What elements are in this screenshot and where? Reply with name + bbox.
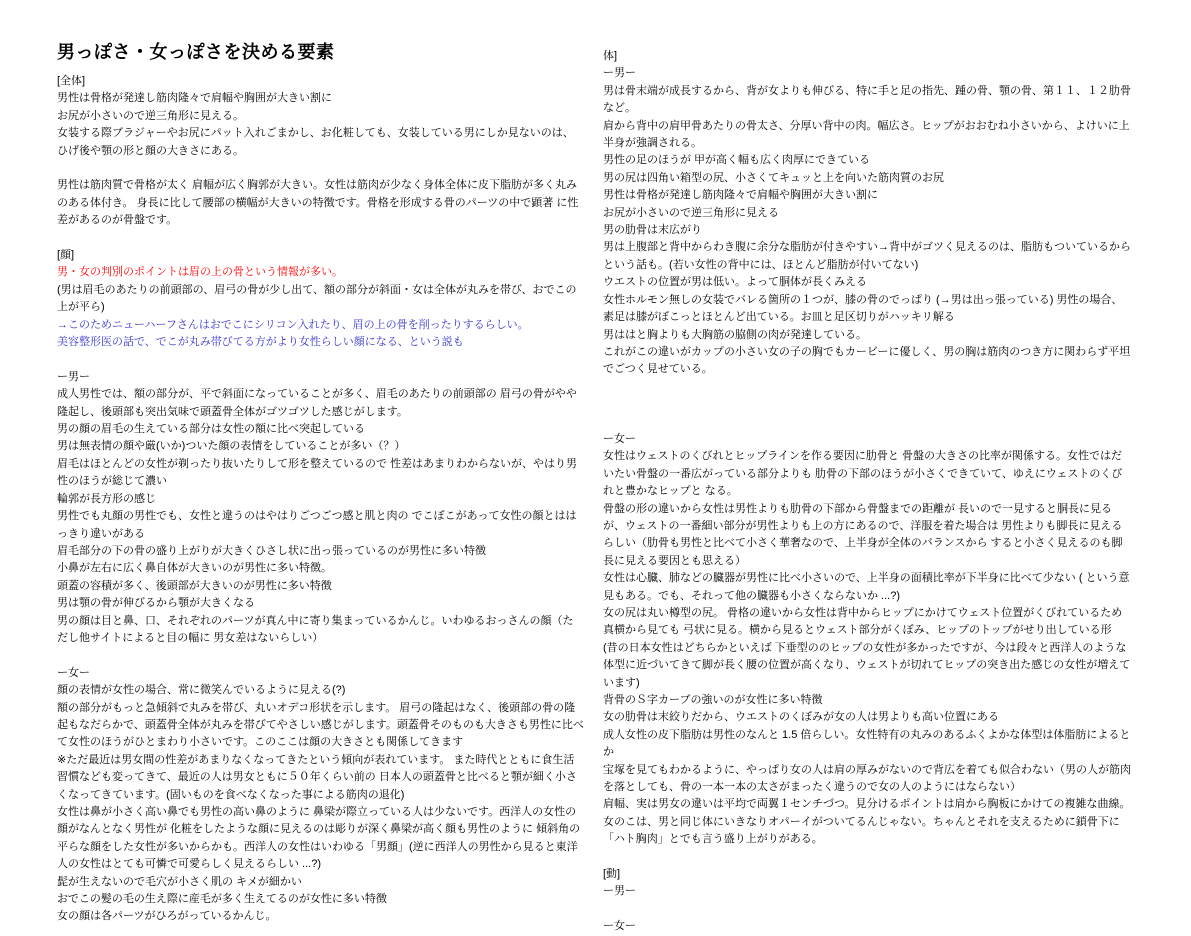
text-line: ー男ー: [57, 370, 90, 383]
text-line: 女装する際ブラジャーやお尻にパット入れごまかし、お化粧しても、女装している男にしか見ないのは、ひげ後や顎の形と顔の大きさにある。: [57, 127, 574, 157]
text-line: お尻が小さいので逆三角形に見える。: [57, 109, 244, 122]
text-line: 女性は鼻が小さく高い鼻でも男性の高い鼻のように 鼻梁が際立っている人は少ないです。西洋人の女性の顔がなんとなく男性が 化粧をしたような顔に見えるのは彫りが深く鼻梁が高く顔も男性のように 傾斜角の平らな顔をした女性が多いからかも。西洋人の女性はいわゆる「男顔」(逆に西洋人の男性から見ると東洋人の女性はとても可憐で可愛らしく見えるらしい ...?): [57, 806, 581, 871]
text-line: 男の肋骨は末広がり: [603, 224, 702, 237]
paragraph-block: [57, 665, 584, 926]
text-line: 肩から背中の肩甲骨あたりの骨太さ、分厚い背中の肉。幅広さ。ヒップがおおむね小さいから、よけいに上半身が強調される。: [603, 119, 1130, 150]
text-line: ー女ー: [603, 920, 636, 933]
right-column: [603, 48, 1131, 936]
text-line: 男は上腹部と背中からわき腹に余分な脂肪が付きやすい→背中がゴツく見えるのは、脂肪もついているからという話も。(若い女性の背中には、ほとんど脂肪が付いてない): [603, 241, 1131, 271]
text-line: 宝塚を見てもわかるように、やっぱり女の人は肩の厚みがないので背広を着ても似合わない（男の人が筋肉を落としても、骨の一本一本の太さがまったく違うので女の人のようにはならない）: [603, 763, 1131, 794]
text-line: 男の顔は目と鼻、口、それぞれのパーツが真ん中に寄り集まっているかんじ。いわゆるおっさんの顔（ただし他サイトによると目の幅に 男女差はないらしい）: [57, 614, 574, 644]
paragraph-block: [603, 431, 1131, 849]
text-line: おでこの髪の毛の生え際に産毛が多く生えてるのが女性に多い特徴: [57, 893, 387, 906]
paragraph-block: [603, 918, 1131, 935]
paragraph-block: [603, 866, 1131, 901]
text-line: 女の肋骨は末絞りだから、ウエストのくぼみが女の人は男よりも高い位置にある: [603, 711, 999, 724]
text-line: [全体]: [57, 75, 86, 87]
left-column: [57, 73, 584, 926]
text-line: 男性は筋肉質で骨格が太く 肩幅が広く胸郭が大きい。女性は筋肉が少なく身体全体に皮下脂肪が多く丸みのある体付き。 身長に比して腰部の横幅が大きいの特徴です。骨格を形成する骨のパーツの中で顕著 に性差があるのが骨盤です。: [57, 179, 579, 227]
text-line: [顔]: [57, 249, 75, 262]
text-line: ー男ー: [603, 67, 636, 80]
page-title: 男っぽさ・女っぽさを決める要素: [57, 42, 335, 63]
text-line: ※ただ最近は男女間の性差があまりなくなってきたという傾向が表れています。 また時代とともに食生活習慣なども変ってきて、最近の人は男女ともに５０年くらい前の 日本人の頭蓋骨と比べると顎が細く小さくなってきています。(固いものを食べなくなった事による筋肉の退化): [57, 753, 577, 801]
text-line: お尻が小さいので逆三角形に見える: [603, 206, 779, 219]
text-line: [動]: [603, 868, 621, 881]
text-line: 男性の足のほうが 甲が高く幅も広く肉厚にできている: [603, 154, 871, 167]
text-line: これがこの違いがカップの小さい女の子の胸でもカービーに優しく、男の胸は筋肉のつき方に関わらず平坦でごつく見せている。: [603, 345, 1131, 376]
text-line: 骨盤の形の違いから女性は男性よりも肋骨の下部から骨盤までの距離が 長いので一見すると胴長に見るが、ウェストの一番細い部分が男性よりも上の方にあるので、洋服を着た場合は 男性よりも脚長に見えるらしい（肋骨も男性と比べて小さく華奢なので、上半身が全体のバランスから すると小さく見えるのも脚長に見える要因とも思える）: [603, 502, 1123, 567]
text-line: 美容整形医の話で、でこが丸み帯びてる方がより女性らしい顔になる、という説も: [57, 336, 464, 349]
paragraph-block: [57, 177, 584, 229]
text-line: 男性でも丸顔の男性でも、女性と違うのはやはりごつごつ感と肌と肉の でこぼこがあって女性の顔とははっきり違いがある: [57, 510, 577, 540]
text-line: 男は無表情の顔や厳(いか)ついた顔の表情をしていることが多い（？）: [57, 440, 406, 453]
text-line: 頭蓋の容積が多く、後頭部が大きいのが男性に多い特徴: [57, 579, 332, 592]
text-line: 女性はウェストのくびれとヒップラインを作る要因に肋骨と 骨盤の大きさの比率が関係する。女性ではだいたい骨盤の一番広がっている部分よりも 肋骨の下部のほうが小さくできていて、ゆえにウェストのくびれと豊かなヒップと なる。: [603, 450, 1123, 498]
text-line: ー男ー: [603, 885, 636, 898]
text-line: 髭が生えないので毛穴が小さく肌の キメが細かい: [57, 875, 302, 888]
paragraph-block: [57, 247, 584, 351]
text-line: 女性ホルモン無しの女装でバレる箇所の１つが、膝の骨のでっぱり (→男は出っ張っている) 男性の場合、素足は膝がぼこっとほとんど出ている。お皿と足区切りがハッキリ解る: [603, 293, 1123, 324]
text-line: 背骨のＳ字カーブの強いのが女性に多い特徴: [603, 694, 823, 706]
text-line: 男は顎の骨が伸びるから顎が大きくなる: [57, 597, 255, 610]
text-line: 眉毛部分の下の骨の盛り上がりが大きくひさし状に出っ張っているのが男性に多い特徴: [57, 544, 486, 557]
paragraph-block: [603, 48, 1131, 379]
text-line: 成人男性では、額の部分が、平で斜面になっていることが多く、眉毛のあたりの前頭部の 眉弓の骨がやや隆起し、後頭部も突出気味で頭蓋骨全体がゴツゴツした感じがします。: [57, 388, 577, 418]
text-line: 男・女の判別のポイントは眉の上の骨という情報が多い。: [57, 266, 343, 279]
text-line: 肩幅、実は男女の違いは平均で両翼１センチづつ。見分けるポイントは肩から胸板にかけての複雑な曲線。女のこは、男と同じ体にいきなりオパーイがついてるんじゃない。ちゃんとそれを支えるために鎖骨下に「ハト胸肉」とでも言う盛り上がりがある。: [603, 798, 1131, 846]
text-line: ー女ー: [57, 666, 90, 679]
text-line: 額の部分がもっと急傾斜で丸みを帯び、丸いオデコ形状を示します。 眉弓の隆起はなく、後頭部の骨の隆起もなだらかで、頭蓋骨全体が丸みを帯びてやさしい感じがします。頭蓋骨そのものも大きさも男性に比べて女性のほうがひとまわり小さいです。このここは顔の大きさとも関係してきます: [57, 701, 584, 749]
text-line: 男性は骨格が発達し筋肉隆々で肩幅や胸囲が大きい割に: [603, 189, 878, 202]
text-line: 小鼻が左右に広く鼻自体が大きいのが男性に多い特徴。: [57, 562, 332, 575]
text-line: ウエストの位置が男は低い。よって胴体が長くみえる: [603, 276, 867, 289]
text-line: 輪郭が長方形の感じ: [57, 492, 156, 505]
text-line: 体]: [603, 50, 618, 62]
text-line: →このためニューハーフさんはおでこにシリコン入れたり、眉の上の骨を削ったりするらしい。: [57, 318, 529, 331]
text-line: 女の顔は各パーツがひろがっているかんじ。: [57, 910, 277, 923]
text-line: 男の顔の眉毛の生えている部分は女性の額に比べ突起している: [57, 423, 365, 436]
text-line: 男は骨末端が成長するから、背が女よりも伸びる、特に手と足の指先、踵の骨、顎の骨、第１１、１２肋骨など。: [603, 84, 1131, 115]
text-line: ー女ー: [603, 432, 636, 445]
text-line: 男性は骨格が発達し筋肉隆々で肩幅や胸囲が大きい割に: [57, 92, 332, 105]
text-line: 眉毛はほとんどの女性が剃ったり抜いたりして形を整えているので 性差はあまりわからないが、やはり男性のほうが総じて濃い: [57, 457, 578, 488]
text-line: 成人女性の皮下脂肪は男性のなんと 1.5 倍らしい。女性特有の丸みのあるふくよかな体型は体脂肪によるとか: [603, 728, 1131, 759]
text-line: 女性は心臓、肺などの臓器が男性に比べ小さいので、上半身の面積比率が下半身に比べて少ない ( という意見もある。でも、それって他の臓器も小さくならないか ...?): [603, 572, 1130, 602]
text-line: (男は眉毛のあたりの前頭部の、眉弓の骨が少し出て、額の部分が斜面・女は全体が丸みを帯び、おでこの上が平ら): [57, 283, 577, 314]
text-line: 男ははと胸よりも大胸筋の脇側の肉が発達している。: [603, 328, 867, 341]
paragraph-block: [57, 369, 584, 648]
text-line: 男の尻は四角い箱型の尻、小さくてキュッと上を向いた筋肉質のお尻: [603, 171, 944, 184]
paragraph-block: [57, 73, 584, 160]
text-line: (昔の日本女性はどちらかといえば 下垂型ののヒップの女性が多かったですが、今は段々と西洋人のような体型に近づいてきて脚が長く腰の位置が高くなり、ウェストが切れてヒップの突き出た感じの女性が増えています): [603, 641, 1131, 689]
text-line: 顔の表情が女性の場合、常に微笑んでいるように見える(?): [57, 684, 346, 697]
text-line: 女の尻は丸い樽型の尻。 骨格の違いから女性は背中からヒップにかけてウェスト位置がくびれているため真横から見ても 弓状に見る。横から見るとウェスト部分がくぼみ、ヒップのトップがせり出している形: [603, 606, 1123, 637]
